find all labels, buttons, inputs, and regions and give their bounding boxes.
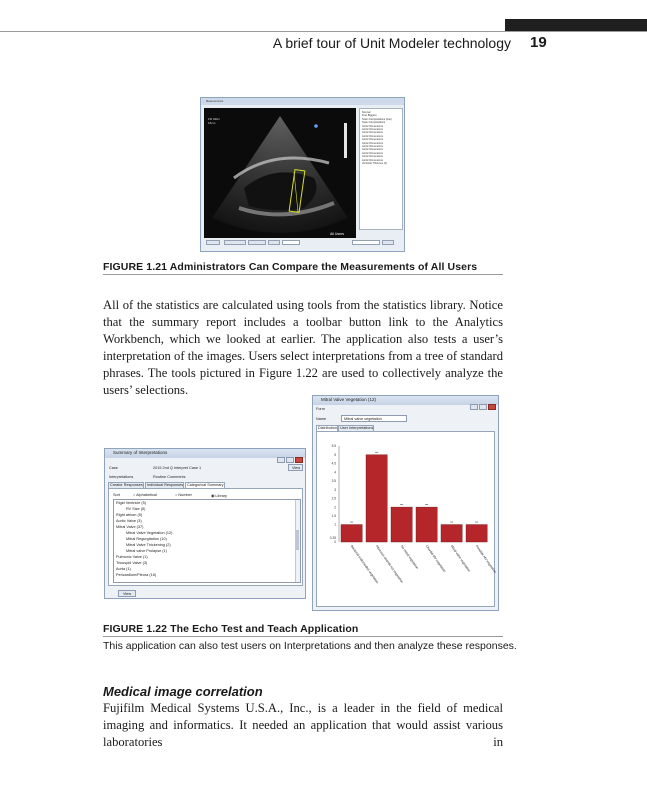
x-tick-label: Mitral valve vegetation: [449, 544, 472, 573]
mini-field[interactable]: [282, 240, 300, 245]
tree-item[interactable]: Aorta (1): [116, 567, 131, 571]
routine-comments-label: Routine Comments: [153, 475, 186, 479]
list-item[interactable]: Aortic Dimensions: [362, 145, 383, 148]
mini-button[interactable]: [268, 240, 280, 245]
categorical-summary-panel: [108, 488, 303, 586]
x-tick-label: Chordal MV vegetation: [424, 544, 447, 574]
y-tick-label: 1.5: [331, 514, 336, 519]
y-tick-label: 4: [334, 470, 336, 475]
y-tick-label: 5.5: [331, 444, 336, 449]
section-paragraph: Fujifilm Medical Systems U.S.A., Inc., is a leader in the field of medical imaging and informatics. It needed an application that would assist various laboratories in: [103, 701, 503, 750]
list-item[interactable]: Aortic Dimensions: [362, 151, 383, 155]
sort-option-number[interactable]: ○ Number: [175, 493, 192, 497]
chart-panel: [316, 431, 495, 607]
option-label: Library: [215, 494, 227, 498]
option-label: Alphabetical: [136, 493, 157, 497]
window-title: Measurements: [206, 100, 224, 103]
window-title: Mitral Valve Vegetation (12): [321, 397, 376, 402]
header-rule: [0, 31, 647, 32]
tree-item[interactable]: RV Size (5): [126, 507, 146, 511]
bar[interactable]: [366, 455, 387, 542]
bar[interactable]: [441, 525, 462, 542]
view-case-button[interactable]: [288, 464, 303, 471]
bar[interactable]: [416, 507, 437, 542]
name-field[interactable]: [341, 415, 407, 422]
maximize-button[interactable]: [479, 404, 487, 410]
window-titlebar: [105, 449, 305, 458]
measurements-list[interactable]: [359, 108, 403, 230]
button-label: View: [123, 592, 132, 596]
x-tick-label: No mitral vegetation: [399, 544, 420, 570]
tree-scrollbar[interactable]: [295, 500, 300, 582]
list-item[interactable]: Aortic Dimensions: [362, 155, 383, 159]
window-titlebar: [201, 98, 404, 105]
distribution-bar-chart: [317, 432, 496, 608]
mini-button[interactable]: [206, 240, 220, 245]
y-tick-label: 3: [334, 487, 336, 492]
running-header-title: A brief tour of Unit Modeler technology: [272, 35, 511, 51]
form-menu[interactable]: Form: [316, 407, 325, 411]
mitral-valve-chart-window: [312, 395, 499, 611]
tree-item[interactable]: Right atrium (5): [116, 513, 143, 517]
mini-button[interactable]: [224, 240, 246, 245]
tree-item[interactable]: Mitral Valve (37): [116, 525, 144, 529]
x-tick-label: Fibrinous strands not vegetation: [374, 544, 405, 584]
list-item[interactable]: Aortic Dimensions: [362, 158, 383, 162]
tree-item[interactable]: Mitral Valve Thickening (2): [126, 543, 171, 547]
mini-dropdown[interactable]: [352, 240, 380, 245]
echo-ultrasound-image: [204, 108, 356, 238]
figure-1-22-subcaption: This application can also test users on Interpretations and then analyze these responses.: [103, 640, 517, 652]
x-tick-label: Bacterial endocarditis vegetation: [349, 544, 380, 585]
y-tick-label: 1: [334, 522, 336, 527]
maximize-button[interactable]: [286, 457, 294, 463]
tree-item[interactable]: Pulmonic Valve (1): [116, 555, 148, 559]
tab-label: Categorical Summary: [187, 483, 224, 487]
list-item[interactable]: Aortic Dimensions: [362, 131, 383, 135]
sort-option-alphabetical[interactable]: ○ Alphabetical: [133, 493, 157, 497]
minimize-button[interactable]: [470, 404, 478, 410]
mini-button[interactable]: [382, 240, 394, 245]
scroll-thumb[interactable]: [296, 530, 299, 550]
list-item[interactable]: Normal: [362, 111, 371, 114]
view-button[interactable]: [118, 590, 136, 597]
tree-item[interactable]: Tricuspid Valve (3): [116, 561, 148, 565]
y-tick-label: 2.5: [331, 496, 336, 501]
interpretations-label: Interpretations: [109, 475, 134, 479]
tree-item[interactable]: Aortic Valve (3): [116, 519, 142, 523]
case-value: 2015 2nd Q Interpret Case 1: [153, 466, 202, 470]
sort-option-library[interactable]: ◉ Library: [211, 494, 227, 498]
tree-item[interactable]: Mitral Valve Vegetation (12): [126, 531, 173, 535]
measurements-window-screenshot: [200, 97, 405, 252]
y-tick-label: 0.25: [329, 535, 336, 540]
y-tick-label: 2: [334, 505, 336, 510]
x-tick-label: Possible MV vegetation: [474, 544, 496, 574]
name-label: Name: [316, 417, 327, 421]
y-tick-label: 0: [334, 540, 336, 545]
tab-label: Creator Responses: [110, 483, 143, 487]
list-item[interactable]: Fine Biggest: [362, 114, 377, 118]
list-item[interactable]: Aortic Dimensions: [362, 134, 383, 138]
image-label: All Users: [330, 232, 345, 236]
minimize-button[interactable]: [277, 457, 285, 463]
tab-label: User Interpretations: [340, 426, 374, 430]
tab-label: Individual Responses: [147, 483, 184, 487]
button-label: View: [292, 466, 301, 470]
tree-item[interactable]: Mitral Regurgitation (10): [126, 537, 167, 541]
list-item[interactable]: Aortic Dimensions: [362, 148, 383, 152]
tab-label: Distribution: [318, 426, 337, 430]
page-number: 19: [530, 34, 547, 51]
header-bar: [505, 19, 647, 31]
tree-item[interactable]: Pericardium/Pleura (16): [116, 573, 157, 577]
y-tick-label: 5: [334, 452, 336, 457]
caption-rule: [103, 636, 503, 637]
window-bottom-toolbar: [204, 237, 404, 249]
figure-1-21-caption: FIGURE 1.21 Administrators Can Compare the Measurements of All Users: [103, 261, 478, 273]
y-tick-label: 3.5: [331, 479, 336, 484]
option-label: Number: [178, 493, 192, 497]
svg-text:FR 32Hz: FR 32Hz: [208, 117, 220, 121]
caption-rule: [103, 274, 503, 275]
body-paragraph: All of the statistics are calculated using tools from the statistics library. Notice that the summary report includes a toolbar button link to the Analytics Workbench, which we looked at earlier. The application also tests a user’s interpretation of the images. Users select interpretations from a tree of standard phrases. The tools pictured in Figure 1.22 are used to collectively analyze the users’ selections.: [103, 298, 503, 398]
section-heading: Medical image correlation: [103, 684, 263, 699]
tree-item[interactable]: Rigid Ventricle (5): [116, 501, 146, 505]
tree-item[interactable]: Mitral valve Prolapse (1): [126, 549, 167, 553]
list-item[interactable]: Aortic Dimensions: [362, 141, 383, 145]
list-item[interactable]: Aortic Dimensions: [362, 138, 383, 142]
bar[interactable]: [391, 507, 412, 542]
summary-of-interpretations-window: [104, 448, 306, 599]
list-item[interactable]: Ventricle Thicknes (2): [362, 162, 387, 165]
list-item[interactable]: Scan Interpretations (line): [362, 117, 392, 121]
sort-label: Sort: [113, 493, 120, 497]
list-item[interactable]: Aortic Dimensions: [362, 128, 383, 131]
window-title: Summary of Interpretations: [113, 450, 168, 455]
list-item[interactable]: Aortic Dimensions: [362, 124, 383, 128]
svg-text:16cm: 16cm: [208, 121, 216, 125]
bar[interactable]: [341, 525, 362, 542]
case-label: Case: [109, 466, 118, 470]
window-titlebar: [313, 396, 498, 405]
name-value: Mitral valve vegetation: [344, 417, 382, 421]
figure-1-22-caption: FIGURE 1.22 The Echo Test and Teach Application: [103, 623, 359, 635]
close-button[interactable]: [295, 457, 303, 463]
list-item[interactable]: Scan Interpretations: [362, 121, 386, 125]
close-button[interactable]: [488, 404, 496, 410]
interpretation-tree[interactable]: [113, 499, 301, 583]
y-tick-label: 4.5: [331, 461, 336, 466]
mini-button[interactable]: [248, 240, 266, 245]
bar[interactable]: [466, 525, 487, 542]
